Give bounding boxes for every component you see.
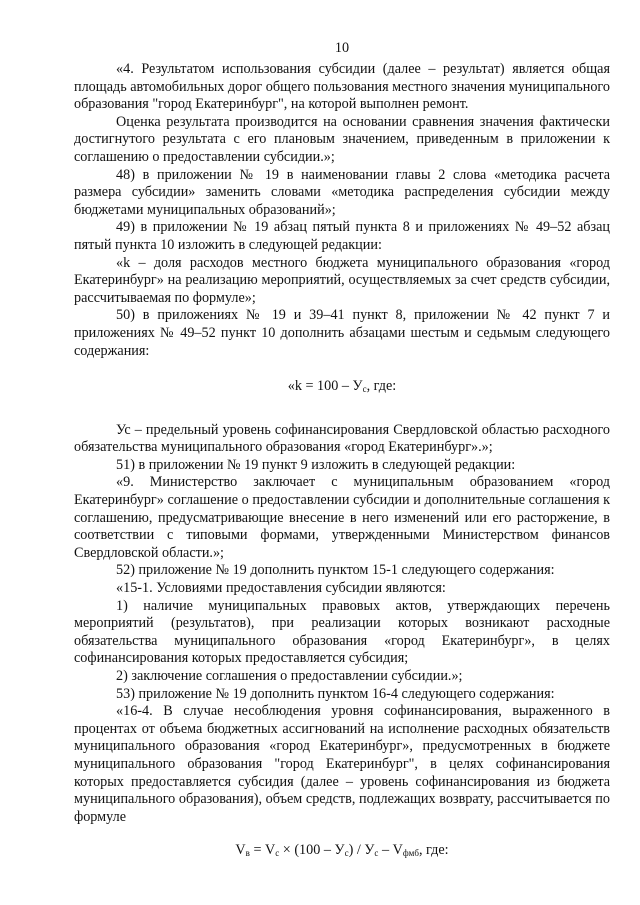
paragraph: 49) в приложении № 19 абзац пятый пункта 8 и приложениях № 49–52 абзац пятый пункта 10 изложить в следующей редакции: — [74, 219, 610, 253]
formula-vv: $V_в = V_с \times (100 - У_с) / У_с - V_{фмб}$, где: — [235, 842, 449, 859]
text-block-top — [74, 61, 610, 360]
formula-k: «$k = 100 - У_с$, где: — [287, 378, 397, 395]
paragraph: 52) приложение № 19 дополнить пунктом 15-1 следующего содержания: — [116, 562, 555, 579]
paragraph: 2) заключение соглашения о предоставлении субсидии.»; — [116, 668, 463, 684]
paragraph: «k – доля расходов местного бюджета муниципального образования «город Екатеринбург» на реализацию мероприятий, осуществляемых за счет средств субсидии, рассчитываемая по формуле»; — [74, 254, 610, 306]
paragraph: 51) в приложении № 19 пункт 9 изложить в следующей редакции: — [116, 456, 516, 473]
paragraph: «9. Министерство заключает с муниципальным образованием «город Екатеринбург» соглашение о предоставлении субсидии и дополнительные соглашения к соглашению, предусматривающие внесение в него изменений или его расторжение, в соответствии с типовыми формами, утвержденными Министерством финансов Свердловской области.»; — [74, 474, 610, 561]
paragraph: 53) приложение № 19 дополнить пунктом 16-4 следующего содержания: — [116, 685, 555, 702]
paragraph: «4. Результатом использования субсидии (далее – результат) является общая площадь автомобильных дорог общего пользования местного значения муниципального образования "город Екатеринбург", на которой выполнен ремонт. — [74, 61, 610, 113]
paragraph: Ус – предельный уровень софинансирования Свердловской областью расходного обязательства муниципального образования «город Екатеринбург».»; — [74, 421, 610, 456]
paragraph: 48) в приложении № 19 в наименовании главы 2 слова «методика расчета размера субсидии» заменить словами «методика распределения субсидии между бюджетами муниципальных образований»; — [74, 166, 610, 218]
paragraph: Оценка результата производится на основании сравнения значения фактически достигнутого результата с его плановым значением, приведенным в приложении к соглашению о предоставлении субсидии.»; — [74, 113, 610, 165]
paragraph: «15-1. Условиями предоставления субсидии являются: — [116, 580, 446, 597]
paragraph: 1) наличие муниципальных правовых актов, утверждающих перечень мероприятий (результатов), при реализации которых возникают расходные обязательства муниципального образования «город Екатеринбург», в целях софинансирования которых предоставляется субсидия; — [74, 597, 610, 667]
page-number: 10 — [334, 40, 350, 56]
paragraph: 50) в приложениях № 19 и 39–41 пункт 8, приложении № 42 пункт 7 и приложениях № 49–52 пункт 10 дополнить абзацами шестым и седьмым следующего содержания: — [74, 307, 610, 359]
paragraph: «16-4. В случае несоблюдения уровня софинансирования, выраженного в процентах от объема бюджетных ассигнований на исполнение расходных обязательств муниципального образования «город Екатеринбург», предусмотренных в бюджете муниципального образования "город Екатеринбург", в целях софинансирования которых предоставляется субсидия (далее – уровень софинансирования из бюджета муниципального образования), объем средств, подлежащих возврату, рассчитывается по формуле — [74, 703, 610, 825]
text-block-middle — [74, 422, 610, 827]
